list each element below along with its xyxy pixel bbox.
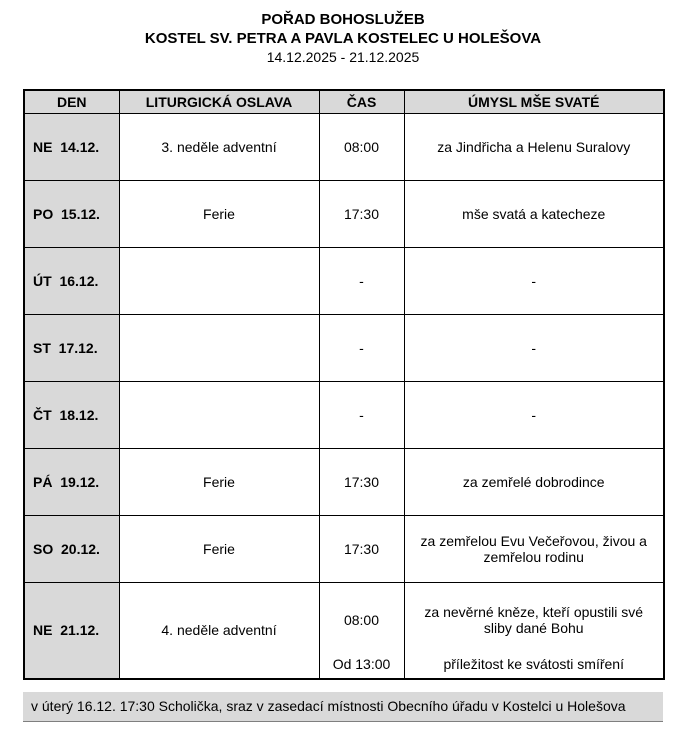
time-cell: 17:30 — [319, 180, 404, 247]
celebration-cell — [119, 381, 319, 448]
intention-cell — [404, 582, 664, 679]
intention-cell: za zemřelou Evu Večeřovou, živou a zemřelou rodinu — [404, 515, 664, 582]
day-cell: NE 21.12. — [24, 582, 119, 679]
celebration-cell: Ferie — [119, 180, 319, 247]
celebration-cell — [119, 247, 319, 314]
table-row — [24, 247, 664, 314]
document-header — [23, 10, 663, 67]
celebration-cell — [119, 314, 319, 381]
celebration-cell: Ferie — [119, 515, 319, 582]
day-cell: ST 17.12. — [24, 314, 119, 381]
intention-cell: - — [404, 314, 664, 381]
page-title: POŘAD BOHOSLUŽEB — [261, 11, 425, 28]
time-cell: 17:30 — [319, 448, 404, 515]
column-header-den: DEN — [24, 90, 119, 113]
column-header-umysl: ÚMYSL MŠE SVATÉ — [404, 90, 664, 113]
column-header-cas: ČAS — [319, 90, 404, 113]
table-row — [24, 448, 664, 515]
celebration-cell: 3. neděle adventní — [119, 113, 319, 180]
intention-cell: - — [404, 381, 664, 448]
day-cell: SO 20.12. — [24, 515, 119, 582]
time-cell: 17:30 — [319, 515, 404, 582]
date-range: 14.12.2025 - 21.12.2025 — [266, 49, 420, 65]
schedule-table — [23, 89, 665, 680]
table-row — [24, 582, 664, 679]
intention-secondary: příležitost ke svátosti smíření — [443, 655, 624, 672]
celebration-cell: Ferie — [119, 448, 319, 515]
time-cell: - — [319, 381, 404, 448]
intention-cell: za zemřelé dobrodince — [404, 448, 664, 515]
day-cell: PO 15.12. — [24, 180, 119, 247]
time-stack — [320, 583, 404, 678]
footer-note: v úterý 16.12. 17:30 Scholička, sraz v zasedací místnosti Obecního úřadu v Kostelci u Holešova — [23, 692, 663, 722]
intention-primary: za nevěrné kněze, kteří opustili své sliby dané Bohu — [424, 604, 644, 636]
column-header-liturgicka-oslava: LITURGICKÁ OSLAVA — [119, 90, 319, 113]
day-cell: NE 14.12. — [24, 113, 119, 180]
celebration-cell: 4. neděle adventní — [119, 582, 319, 679]
intention-cell: - — [404, 247, 664, 314]
time-primary: 08:00 — [343, 612, 380, 628]
time-secondary: Od 13:00 — [332, 655, 391, 672]
day-cell: ČT 18.12. — [24, 381, 119, 448]
intention-cell: za Jindřicha a Helenu Suralovy — [404, 113, 664, 180]
time-cell: - — [319, 314, 404, 381]
intention-stack — [405, 583, 664, 678]
table-row — [24, 515, 664, 582]
table-header-row — [24, 90, 664, 113]
table-row — [24, 113, 664, 180]
church-name: KOSTEL SV. PETRA A PAVLA KOSTELEC U HOLEŠOVA — [144, 30, 542, 47]
intention-cell: mše svatá a katecheze — [404, 180, 664, 247]
time-cell: 08:00 — [319, 113, 404, 180]
time-cell: - — [319, 247, 404, 314]
day-cell: PÁ 19.12. — [24, 448, 119, 515]
table-row — [24, 314, 664, 381]
day-cell: ÚT 16.12. — [24, 247, 119, 314]
table-row — [24, 381, 664, 448]
table-row — [24, 180, 664, 247]
time-cell — [319, 582, 404, 679]
